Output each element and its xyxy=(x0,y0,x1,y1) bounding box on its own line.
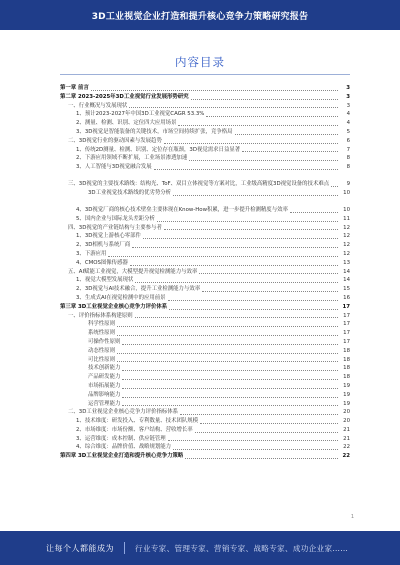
toc-entry-title: 1、3D视觉上游核心零部件 xyxy=(76,233,141,240)
toc-entry[interactable] xyxy=(60,224,350,233)
toc-entry-page: 19 xyxy=(343,391,350,398)
toc-leader-dots xyxy=(108,256,338,257)
toc-entry[interactable] xyxy=(60,241,350,250)
toc-entry-title: 1、技术维度：研发投入、专利数量、技术团队规模 xyxy=(76,418,199,425)
toc-entry[interactable] xyxy=(60,338,350,347)
toc-entry-page: 3 xyxy=(346,93,350,100)
toc-leader-dots xyxy=(122,344,338,345)
toc-entry-title: 1、预计2023-2027年中国3D工业视觉CAGR 53.3% xyxy=(76,111,205,118)
title-divider xyxy=(60,74,350,75)
toc-entry[interactable] xyxy=(60,435,350,444)
toc-leader-dots xyxy=(168,300,338,301)
toc-leader-dots xyxy=(117,335,338,336)
toc-entry-page: 21 xyxy=(343,426,350,433)
footer-roles: 行业专家、管理专家、营销专家、战略专家、成功企业家…… xyxy=(135,543,349,553)
toc-entry-page: 4 xyxy=(346,120,350,127)
toc-entry-title: 2、测量、检测、识别、定位四大应用场景 xyxy=(76,120,177,127)
toc-entry[interactable] xyxy=(60,417,350,426)
toc-entry-title: 4、CMOS图像传感器 xyxy=(76,259,128,266)
toc-title: 内容目录 xyxy=(175,55,225,69)
toc-entry-page: 18 xyxy=(343,347,350,354)
toc-entry-title: 产品研发能力 xyxy=(88,374,121,381)
toc-leader-dots xyxy=(122,379,338,380)
footer-divider xyxy=(124,542,125,554)
toc-leader-dots xyxy=(117,361,338,362)
toc-entry-page: 4 xyxy=(346,111,350,118)
toc-entry-title: 2、市场维度：市场份额、客户结构、营收增长率 xyxy=(76,426,193,433)
toc-leader-dots xyxy=(290,212,338,213)
toc-entry-page: 3 xyxy=(346,85,350,91)
toc-leader-dots xyxy=(130,265,338,266)
toc-entry-page: 10 xyxy=(343,189,350,196)
toc-entry-title: 3、3D视觉是智能装备的关键技术，市场空间持续扩张，竞争格局 xyxy=(76,128,233,135)
toc-leader-dots xyxy=(135,282,338,283)
toc-entry[interactable] xyxy=(60,320,350,329)
toc-entry-title: 五、AI赋能工业视觉，大模型提升视觉检测能力与效率 xyxy=(68,268,198,275)
toc-entry[interactable] xyxy=(60,137,350,146)
page-number: 1 xyxy=(350,514,354,520)
toc-entry-page: 8 xyxy=(346,155,350,162)
toc-entry[interactable] xyxy=(60,268,350,277)
toc-leader-dots xyxy=(200,423,338,424)
toc-leader-dots xyxy=(191,99,338,100)
toc-entry[interactable] xyxy=(60,110,350,119)
toc-entry-page: 18 xyxy=(343,374,350,381)
toc-leader-dots xyxy=(173,449,338,450)
toc-entry-title: 三、3D视觉的主要技术路线：结构光、ToF、双目立体视觉等方案对比，工业级高精度3D视觉设备的技术难点 xyxy=(68,181,330,188)
toc-entry[interactable] xyxy=(60,276,350,285)
toc-leader-dots xyxy=(199,273,338,274)
toc-leader-dots xyxy=(143,238,338,239)
toc-entry[interactable] xyxy=(60,285,350,294)
toc-entry-title: 第一章 前言 xyxy=(60,85,89,91)
toc-entry-title: 第三章 3D工业视觉企业核心竞争力评价体系 xyxy=(60,303,168,310)
toc-entry[interactable] xyxy=(60,93,350,102)
toc-entry[interactable] xyxy=(60,119,350,128)
toc-entry-title: 3D工业视觉技术路线的优劣势分析 xyxy=(88,189,172,196)
toc-entry-page: 15 xyxy=(343,286,350,293)
toc-entry-page: 17 xyxy=(343,330,350,337)
toc-entry-title: 4、综合维度：品牌价值、战略规划能力 xyxy=(76,444,172,451)
toc-leader-dots xyxy=(173,195,338,196)
toc-entry-page: 12 xyxy=(343,233,350,240)
footer-bar xyxy=(0,531,400,565)
toc-entry[interactable] xyxy=(60,189,350,198)
toc-leader-dots xyxy=(117,326,338,327)
toc-entry-title: 科学性原则 xyxy=(88,321,115,328)
toc-leader-dots xyxy=(122,370,338,371)
toc-entry-title: 动态性原则 xyxy=(88,347,115,354)
report-header-title: 3D工业视觉企业打造和提升核心竞争力策略研究报告 xyxy=(91,11,309,22)
toc-leader-dots xyxy=(180,414,338,415)
toc-entry[interactable] xyxy=(60,426,350,435)
toc-entry-title: 一、评价指标体系构建原则 xyxy=(68,312,133,319)
toc-entry[interactable] xyxy=(60,163,350,172)
toc-entry[interactable] xyxy=(60,312,350,321)
toc-entry[interactable] xyxy=(60,329,350,338)
toc-entry[interactable] xyxy=(60,391,350,400)
toc-leader-dots xyxy=(206,116,338,117)
toc-entry-page: 14 xyxy=(343,268,350,275)
toc-leader-dots xyxy=(202,291,338,292)
toc-leader-dots xyxy=(235,134,338,135)
toc-entry-page: 6 xyxy=(346,137,350,144)
toc-entry-title: 5、国内企业与国际龙头差距分析 xyxy=(76,215,155,222)
toc-entry-title: 品牌影响能力 xyxy=(88,391,121,398)
toc-entry-title: 1、传统2D测量、检测、识别、定位存在瓶颈，3D视觉需求日益显著 xyxy=(76,146,241,153)
toc-entry-title: 市场拓展能力 xyxy=(88,382,121,389)
toc-leader-dots xyxy=(242,151,338,152)
toc-entry-page: 7 xyxy=(346,146,350,153)
toc-entry-page: 12 xyxy=(343,224,350,231)
toc-entry-title: 可操作性原则 xyxy=(88,338,121,345)
toc-entry-title: 四、3D视觉的产业链结构与主要参与者 xyxy=(68,224,162,231)
toc-entry-title: 第四章 3D工业视觉企业打造和提升核心竞争力策略 xyxy=(60,453,184,460)
toc-entry-page: 18 xyxy=(343,356,350,363)
toc-leader-dots xyxy=(189,160,338,161)
toc-leader-dots xyxy=(195,432,338,433)
toc-entry-title: 二、3D工业视觉企业核心竞争力评价指标体系 xyxy=(68,409,179,416)
toc-leader-dots xyxy=(169,309,338,310)
toc-leader-dots xyxy=(122,388,338,389)
toc-entry[interactable] xyxy=(60,356,350,365)
toc-entry-page: 22 xyxy=(342,453,350,460)
toc-leader-dots xyxy=(164,143,338,144)
toc-entry-page: 11 xyxy=(343,215,350,222)
toc-entry[interactable] xyxy=(60,408,350,417)
toc-leader-dots xyxy=(132,247,338,248)
toc-entry-title: 第二章 2023-2025年3D工业视觉行业发展形势研究 xyxy=(60,93,189,100)
toc-entry[interactable] xyxy=(60,215,350,224)
toc-entry[interactable] xyxy=(60,452,350,461)
toc-entry-title: 系统性原则 xyxy=(88,330,115,337)
toc-entry-page: 17 xyxy=(343,321,350,328)
toc-leader-dots xyxy=(122,405,338,406)
toc-entry[interactable] xyxy=(60,84,350,93)
toc-entry-title: 3、下游应用 xyxy=(76,250,107,257)
toc-entry-page: 19 xyxy=(343,400,350,407)
toc-entry-title: 3、运营维度：成本控制、供应链管理 xyxy=(76,435,166,442)
toc-leader-dots xyxy=(122,397,338,398)
toc-entry-title: 2、下游应用领域不断扩展，工业场景渗透加速 xyxy=(76,155,188,162)
toc-entry-page: 20 xyxy=(343,409,350,416)
toc-entry[interactable] xyxy=(60,146,350,155)
toc-entry-title: 一、行业概况与发展现状 xyxy=(68,102,128,109)
toc-entry[interactable] xyxy=(60,400,350,409)
toc-entry-page: 17 xyxy=(343,338,350,345)
toc-leader-dots xyxy=(135,317,338,318)
toc-entry[interactable] xyxy=(60,443,350,452)
toc-entry-page: 9 xyxy=(346,181,350,188)
toc-entry[interactable] xyxy=(60,294,350,303)
toc-entry[interactable] xyxy=(60,154,350,163)
toc-entry-title: 1、视觉大模型发展现状 xyxy=(76,277,134,284)
toc-entry[interactable] xyxy=(60,172,350,189)
toc-entry-page: 19 xyxy=(343,382,350,389)
toc-entry[interactable] xyxy=(60,382,350,391)
table-of-contents xyxy=(60,84,350,461)
toc-entry[interactable] xyxy=(60,364,350,373)
toc-leader-dots xyxy=(178,125,338,126)
toc-entry[interactable] xyxy=(60,250,350,259)
toc-entry-page: 21 xyxy=(343,435,350,442)
toc-entry[interactable] xyxy=(60,232,350,241)
toc-entry[interactable] xyxy=(60,128,350,137)
footer-slogan: 让每个人都能成为 xyxy=(46,543,114,553)
toc-entry[interactable] xyxy=(60,259,350,268)
toc-entry-title: 3、生成式AI在视觉检测中的应用前景 xyxy=(76,294,166,301)
toc-leader-dots xyxy=(91,90,338,91)
toc-entry-title: 运营管理能力 xyxy=(88,400,121,407)
toc-leader-dots xyxy=(154,169,338,170)
toc-entry-page: 14 xyxy=(343,277,350,284)
toc-entry[interactable] xyxy=(60,347,350,356)
toc-entry-page: 17 xyxy=(342,303,350,310)
toc-leader-dots xyxy=(168,440,338,441)
toc-entry-page: 17 xyxy=(343,312,350,319)
toc-entry-page: 13 xyxy=(343,259,350,266)
toc-entry-page: 12 xyxy=(343,242,350,249)
toc-leader-dots xyxy=(157,221,338,222)
toc-entry-page: 20 xyxy=(343,418,350,425)
toc-entry-title: 技术创新能力 xyxy=(88,365,121,372)
toc-entry-title: 可比性原则 xyxy=(88,356,115,363)
toc-entry-page: 22 xyxy=(343,444,350,451)
toc-entry-page: 16 xyxy=(343,294,350,301)
toc-entry-page: 12 xyxy=(343,250,350,257)
toc-entry-title: 4、3D视觉厂商的核心技术壁垒主要体现在Know-How积累，进一步提升检测精度与效率 xyxy=(76,207,288,214)
toc-entry-page: 18 xyxy=(343,365,350,372)
toc-entry[interactable] xyxy=(60,102,350,111)
toc-entry-page: 8 xyxy=(346,164,350,171)
toc-leader-dots xyxy=(117,353,338,354)
toc-leader-dots xyxy=(185,458,338,459)
header-bar xyxy=(0,0,400,30)
toc-leader-dots xyxy=(331,186,338,187)
toc-entry-title: 2、3D视觉与AI技术融合，提升工业检测能力与效率 xyxy=(76,286,201,293)
toc-entry[interactable] xyxy=(60,373,350,382)
toc-entry-page: 5 xyxy=(346,128,350,135)
toc-entry[interactable] xyxy=(60,303,350,312)
toc-leader-dots xyxy=(129,107,338,108)
toc-entry-page: 10 xyxy=(343,206,350,213)
toc-entry-page: 3 xyxy=(346,102,350,109)
toc-entry-title: 3、人工智能与3D视觉融合发展 xyxy=(76,164,152,171)
toc-entry-title: 二、3D视觉行业的驱动因素与发展趋势 xyxy=(68,137,162,144)
toc-leader-dots xyxy=(164,229,338,230)
toc-entry-title: 2、3D相机与系统厂商 xyxy=(76,242,131,249)
toc-entry[interactable] xyxy=(60,198,350,215)
